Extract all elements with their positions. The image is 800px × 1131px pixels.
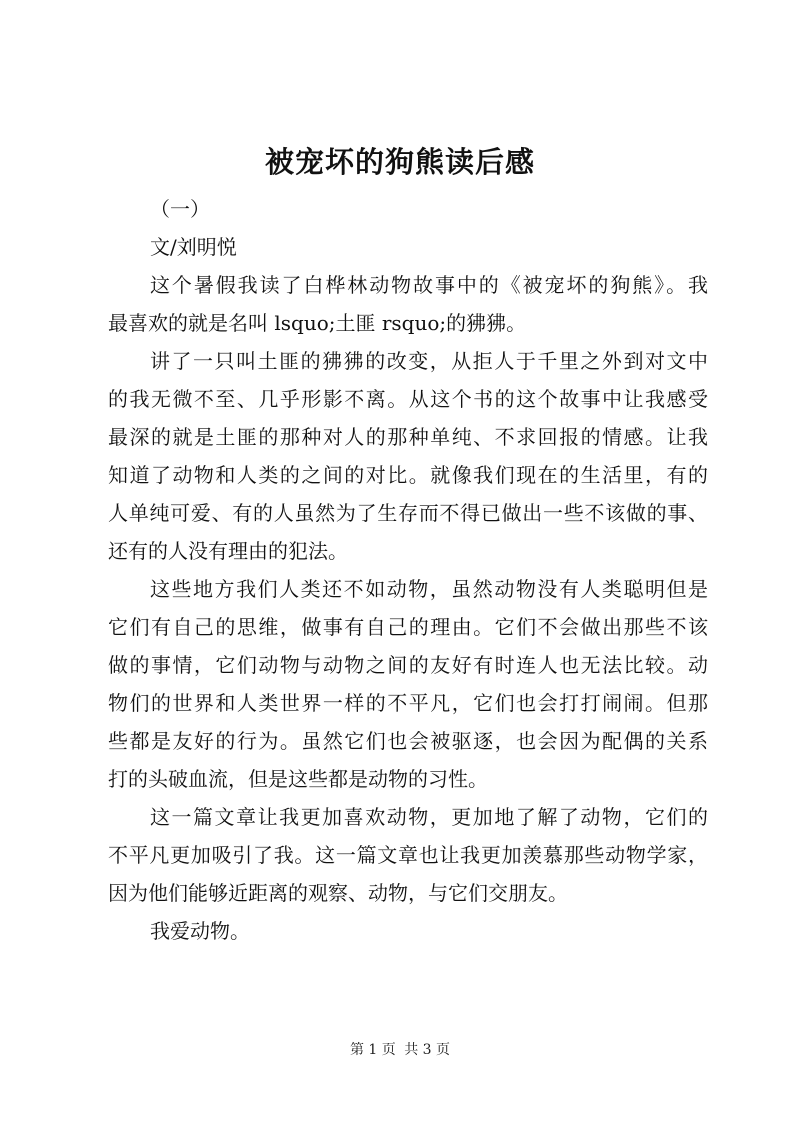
author-line: 文/刘明悦 (150, 235, 237, 259)
paragraph-4-line-3: 因为他们能够近距离的观察、动物，与它们交朋友。 (108, 881, 568, 905)
paragraph-5-line-1: 我爱动物。 (150, 919, 250, 943)
paragraph-2-line-4: 知道了动物和人类的之间的对比。就像我们现在的生活里，有的 (108, 463, 708, 487)
paragraph-3-line-5: 些都是友好的行为。虽然它们也会被驱逐，也会因为配偶的关系 (108, 729, 708, 753)
page-number: 第 1 页 (349, 1042, 396, 1058)
page-total: 共 3 页 (404, 1042, 451, 1058)
page-footer (0, 1040, 800, 1060)
paragraph-1-line-2: 最喜欢的就是名叫 lsquo;土匪 rsquo;的狒狒。 (108, 311, 527, 335)
paragraph-3-line-2: 它们有自己的思维，做事有自己的理由。它们不会做出那些不该 (108, 615, 708, 639)
paragraph-3-line-3: 做的事情，它们动物与动物之间的友好有时连人也无法比较。动 (108, 653, 708, 677)
paragraph-2-line-1: 讲了一只叫土匪的狒狒的改变，从拒人于千里之外到对文中 (150, 349, 708, 373)
document-title: 被宠坏的狗熊读后感 (264, 145, 535, 179)
paragraph-2-line-3: 最深的就是土匪的那种对人的那种单纯、不求回报的情感。让我 (108, 425, 708, 449)
paragraph-1-line-1: 这个暑假我读了白桦林动物故事中的《被宠坏的狗熊》。我 (150, 273, 708, 297)
document-body (108, 190, 708, 950)
paragraph-3-line-4: 物们的世界和人类世界一样的不平凡，它们也会打打闹闹。但那 (108, 691, 708, 715)
paragraph-2-line-5: 人单纯可爱、有的人虽然为了生存而不得已做出一些不该做的事、 (108, 501, 708, 525)
paragraph-3-line-6: 打的头破血流，但是这些都是动物的习性。 (108, 767, 488, 791)
paragraph-2-line-2: 的我无微不至、几乎形影不离。从这个书的这个故事中让我感受 (108, 387, 708, 411)
paragraph-4-line-1: 这一篇文章让我更加喜欢动物，更加地了解了动物，它们的 (150, 805, 708, 829)
paragraph-4-line-2: 不平凡更加吸引了我。这一篇文章也让我更加羡慕那些动物学家， (108, 843, 708, 867)
paragraph-2-line-6: 还有的人没有理由的犯法。 (108, 539, 348, 563)
paragraph-3-line-1: 这些地方我们人类还不如动物，虽然动物没有人类聪明但是 (150, 577, 708, 601)
section-marker: （一） (150, 197, 210, 221)
